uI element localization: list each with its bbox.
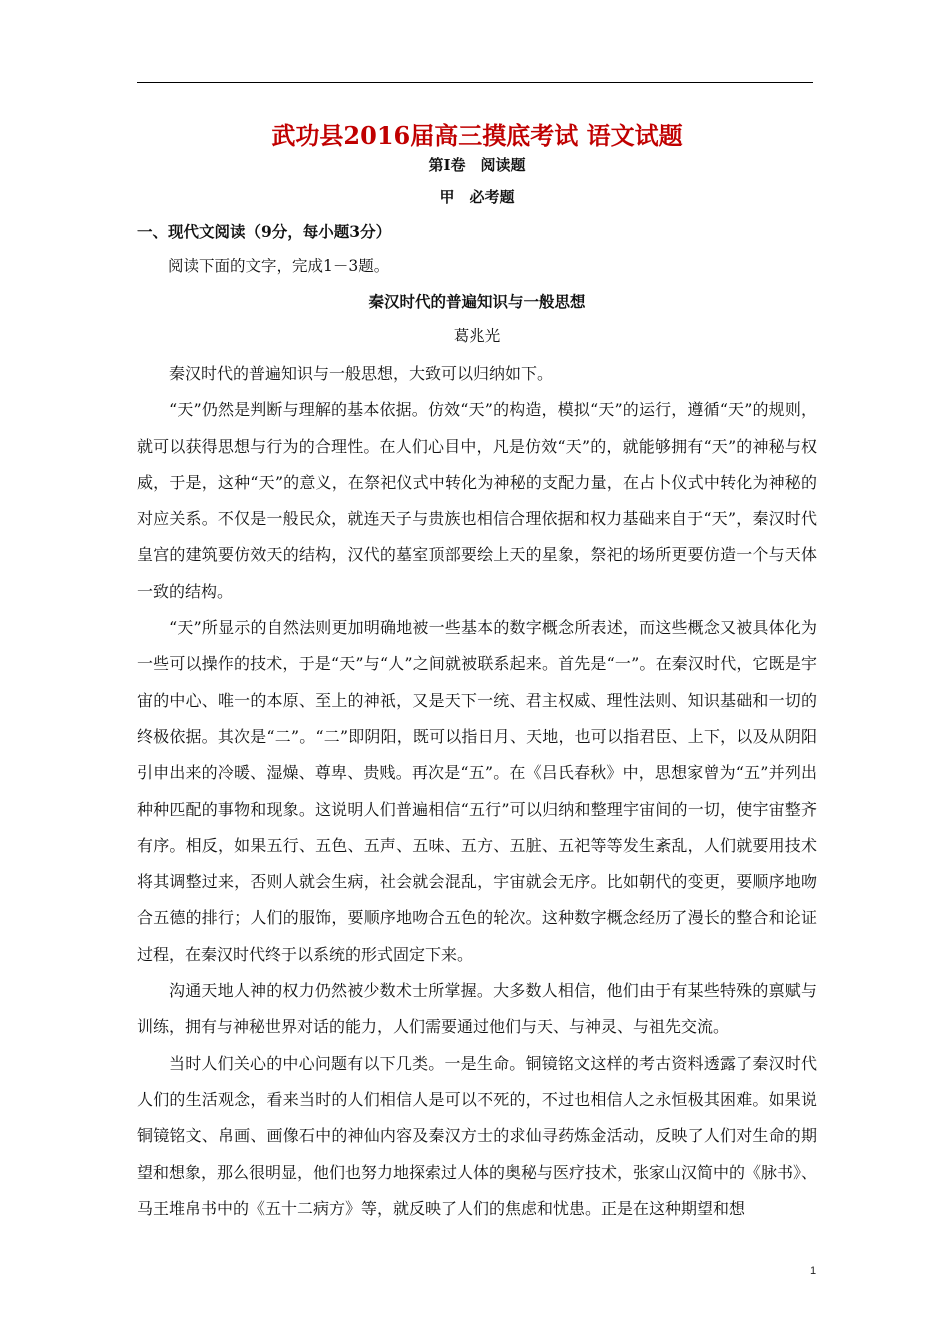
page-content <box>137 118 817 1227</box>
subpart-title: 甲 必考题 <box>439 188 515 206</box>
page-number: 1 <box>810 1265 817 1277</box>
header-rule <box>137 82 813 83</box>
article-author: 葛兆光 <box>453 327 501 345</box>
article-paragraph: “天”仍然是判断与理解的基本依据。仿效“天”的构造，模拟“天”的运行，遵循“天”的规则，就可以获得思想与行为的合理性。在人们心目中，凡是仿效“天”的，就能够拥有“天”的神秘与权威，于是，这种“天”的意义，在祭祀仪式中转化为神秘的支配力量，在占卜仪式中转化为神秘的对应关系。不仅是一般民众，就连天子与贵族也相信合理依据和权力基础来自于“天”，秦汉时代皇宫的建筑要仿效天的结构，汉代的墓室顶部要绘上天的星象，祭祀的场所更要仿造一个与天体一致的结构。 <box>137 400 817 601</box>
section-heading: 一、现代文阅读（9分，每小题3分） <box>137 222 392 241</box>
article-paragraph: 当时人们关心的中心问题有以下几类。一是生命。铜镜铭文这样的考古资料透露了秦汉时代人们的生活观念，看来当时的人们相信人是可以不死的，不过也相信人之永恒极其困难。如果说铜镜铭文、帛画、画像石中的神仙内容及秦汉方士的求仙寻药炼金活动，反映了人们对生命的期望和想象，那么很明显，他们也努力地探索过人体的奥秘与医疗技术，张家山汉简中的《脉书》、马王堆帛书中的《五十二病方》等，就反映了人们的焦虑和忧患。正是在这种期望和想 <box>137 1053 818 1218</box>
article-paragraph: 沟通天地人神的权力仍然被少数术士所掌握。大多数人相信，他们由于有某些特殊的禀赋与训练，拥有与神秘世界对话的能力，人们需要通过他们与天、与神灵、与祖先交流。 <box>137 981 817 1037</box>
part-title: 第Ⅰ卷 阅读题 <box>428 156 526 174</box>
section-instruction: 阅读下面的文字，完成1－3题。 <box>168 257 390 275</box>
article-paragraph: 秦汉时代的普遍知识与一般思想，大致可以归纳如下。 <box>169 364 554 383</box>
exam-title: 武功县2016届高三摸底考试 语文试题 <box>271 121 683 150</box>
article-title: 秦汉时代的普遍知识与一般思想 <box>368 292 586 311</box>
article-paragraph: “天”所显示的自然法则更加明确地被一些基本的数字概念所表述，而这些概念又被具体化为一些可以操作的技术，于是“天”与“人”之间就被联系起来。首先是“一”。在秦汉时代，它既是宇宙的中心、唯一的本原、至上的神祇，又是天下一统、君主权威、理性法则、知识基础和一切的终极依据。其次是“二”。“二”即阴阳，既可以指日月、天地，也可以指君臣、上下，以及从阴阳引申出来的冷暖、湿燥、尊卑、贵贱。再次是“五”。在《吕氏春秋》中，思想家曾为“五”并列出种种匹配的事物和现象。这说明人们普遍相信“五行”可以归纳和整理宇宙间的一切，使宇宙整齐有序。相反，如果五行、五色、五声、五味、五方、五脏、五祀等等发生紊乱，人们就要用技术将其调整过来，否则人就会生病，社会就会混乱，宇宙就会无序。比如朝代的变更，要顺序地吻合五德的排行；人们的服饰，要顺序地吻合五色的轮次。这种数字概念经历了漫长的整合和论证过程，在秦汉时代终于以系统的形式固定下来。 <box>137 618 817 964</box>
